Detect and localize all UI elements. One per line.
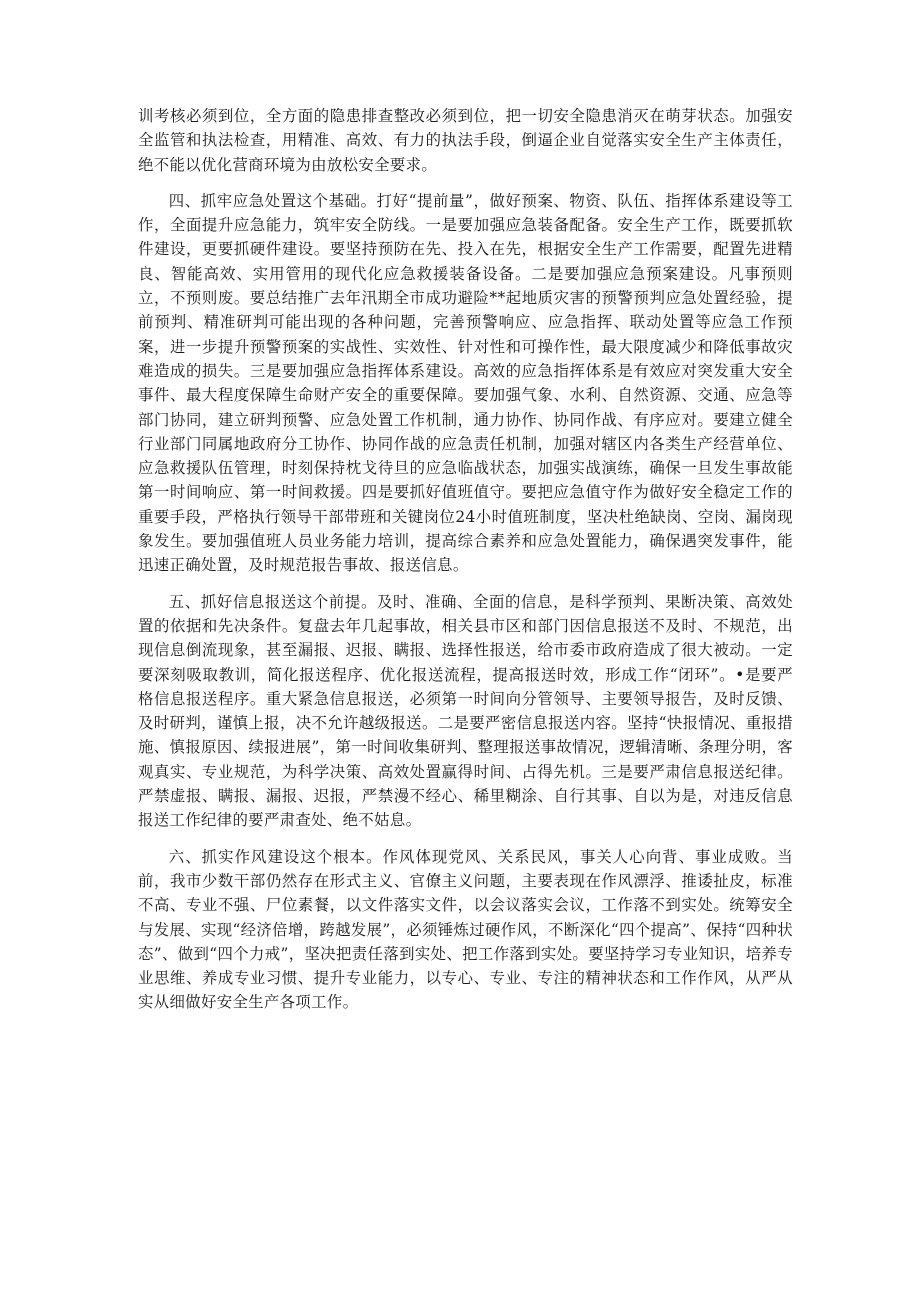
paragraph-work-style: 六、抓实作风建设这个根本。作风体现党风、关系民风，事关人心向背、事业成败。当前，我市少数干部仍然存在形式主义、官僚主义问题，主要表现在作风漂浮、推诿扯皮，标准不高、专业不强、尸位素餐，以文件落实文件，以会议落实会议，工作落不到实处。统筹安全与发展、实现“经济倍增，跨越发展”，必须锤炼过硬作风，不断深化“四个提高”、保持“四种状态”、做到“四个力戒”，坚决把责任落到实处、把工作落到实处。要坚持学习专业知识，培养专业思维、养成专业习惯、提升专业能力，以专心、专业、专注的精神状态和工作作风，从严从实从细做好安全生产各项工作。 xyxy=(138,847,793,1012)
paragraph-information-reporting: 五、抓好信息报送这个前提。及时、准确、全面的信息，是科学预判、果断决策、高效处置的依据和先决条件。复盘去年几起事故，相关县市区和部门因信息报送不及时、不规范，出现信息倒流现象，甚至漏报、迟报、瞒报、选择性报送，给市委市政府造成了很大被动。一定要深刻吸取教训，简化报送程序、优化报送流程，提高报送时效，形成工作“闭环”。•是要严格信息报送程序。重大紧急信息报送，必须第一时间向分管领导、主要领导报告，及时反馈、及时研判，谨慎上报，决不允许越级报送。二是要严密信息报送内容。坚持“快报情况、重报措施、慎报原因、续报进展”，第一时间收集研判、整理报送事故情况，逻辑清晰、条理分明，客观真实、专业规范，为科学决策、高效处置赢得时间、占得先机。三是要严肃信息报送纪律。严禁虚报、瞒报、漏报、迟报，严禁漫不经心、稀里糊涂、自行其事、自以为是，对违反信息报送工作纪律的要严肃查处、绝不姑息。 xyxy=(138,592,793,830)
paragraph-emergency-response: 四、抓牢应急处置这个基础。打好“提前量”，做好预案、物资、队伍、指挥体系建设等工作，全面提升应急能力，筑牢安全防线。一是要加强应急装备配备。安全生产工作，既要抓软件建设，更要抓硬件建设。要坚持预防在先、投入在先，根据安全生产工作需要，配置先进精良、智能高效、实用管用的现代化应急救援装备设备。二是要加强应急预案建设。凡事预则立，不预则废。要总结推广去年汛期全市成功避险**起地质灾害的预警预判应急处置经验，提前预判、精准研判可能出现的各种问题，完善预警响应、应急指挥、联动处置等应急工作预案，进一步提升预警预案的实战性、实效性、针对性和可操作性，最大限度减少和降低事故灾难造成的损失。三是要加强应急指挥体系建设。高效的应急指挥体系是有效应对突发重大安全事件、最大程度保障生命财产安全的重要保障。要加强气象、水利、自然资源、交通、应急等部门协同，建立研判预警、应急处置工作机制，通力协作、协同作战、有序应对。要建立健全行业部门同属地政府分工协作、协同作战的应急责任机制，加强对辖区内各类生产经营单位、应急救援队伍管理，时刻保持枕戈待旦的应急临战状态，加强实战演练，确保一旦发生事故能第一时间响应、第一时间救援。四是要抓好值班值守。要把应急值守作为做好安全稳定工作的重要手段，严格执行领导干部带班和关键岗位24小时值班制度，坚决杜绝缺岗、空岗、漏岗现象发生。要加强值班人员业务能力培训，提高综合素养和应急处置能力，确保遇突发事件，能迅速正确处置，及时规范报告事故、报送信息。 xyxy=(138,191,793,575)
paragraph-continuation: 训考核必须到位，全方面的隐患排查整改必须到位，把一切安全隐患消灭在萌芽状态。加强安全监管和执法检查，用精准、高效、有力的执法手段，倒逼企业自觉落实安全生产主体责任，绝不能以优化营商环境为由放松安全要求。 xyxy=(138,107,793,174)
document-page xyxy=(138,104,793,1027)
